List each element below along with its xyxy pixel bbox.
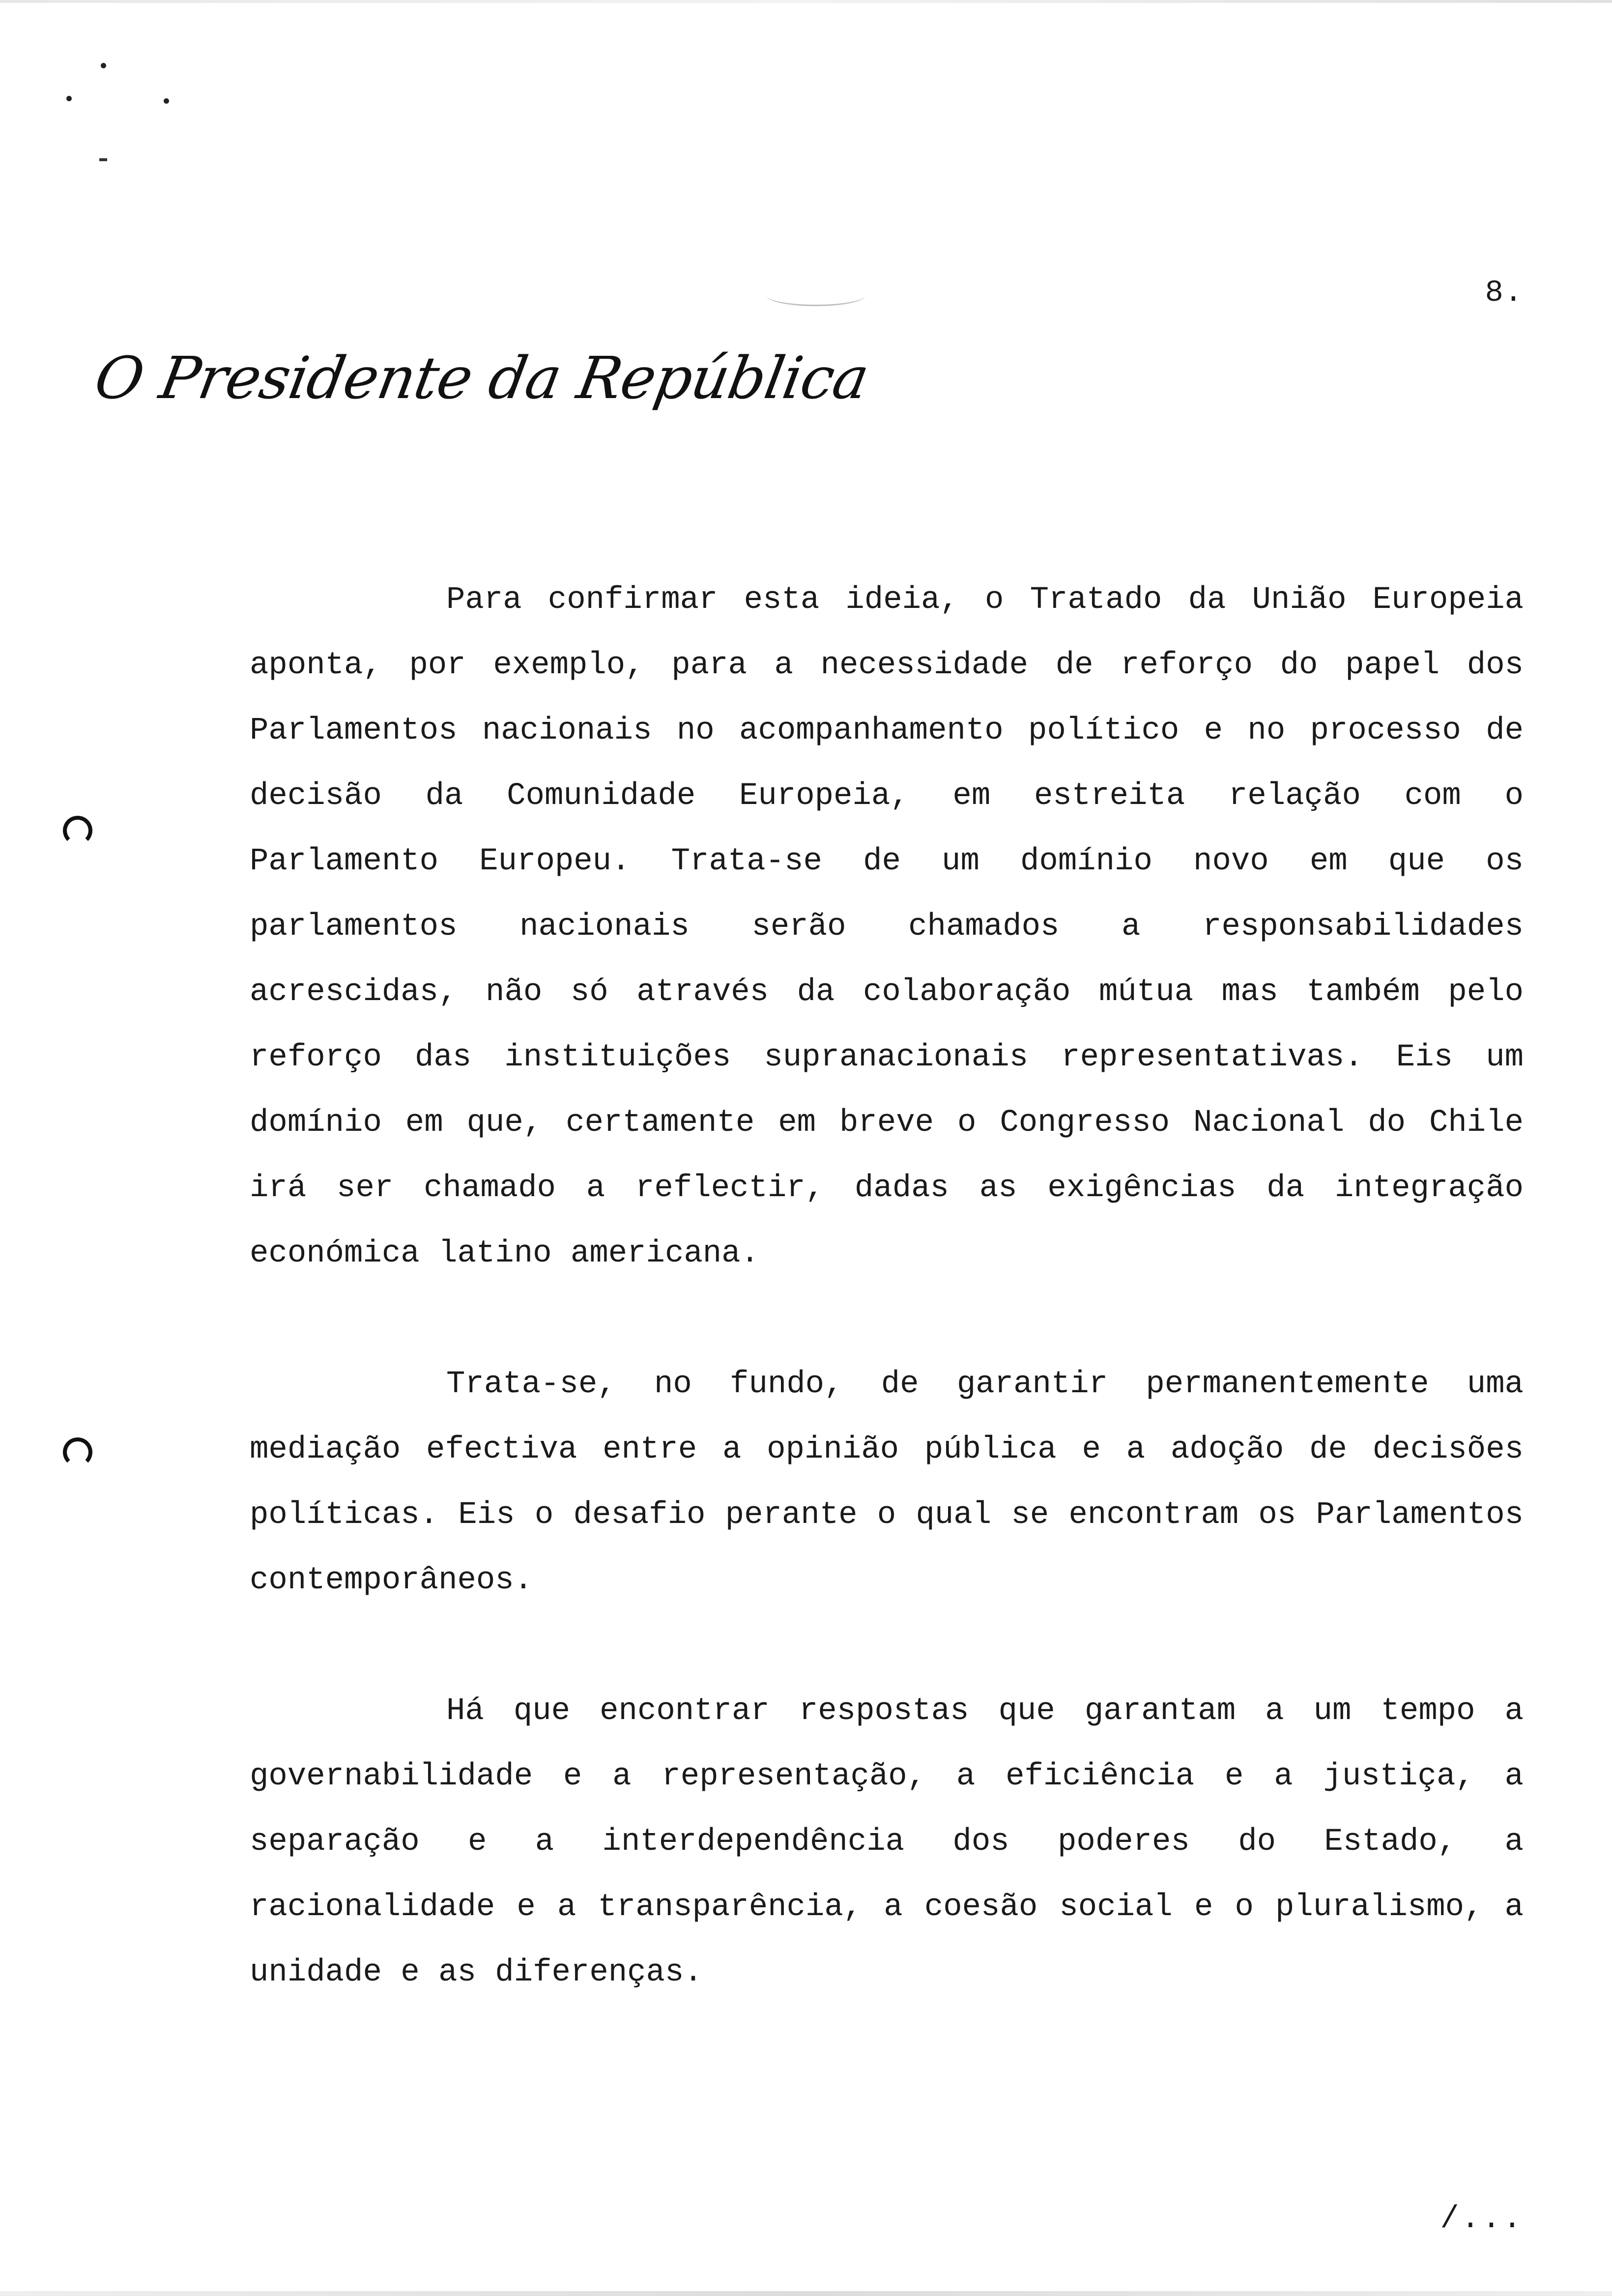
letterhead-title: O Presidente da República [89, 344, 874, 412]
scan-top-edge [0, 0, 1612, 3]
page-number: 8. [1485, 275, 1524, 310]
paragraph: Trata-se, no fundo, de garantir permanentemente uma mediação efectiva entre a opinião pública e a adoção de decisões políticas. Eis o desafio perante o qual se encontram os Parlamentos contemporâneos. [250, 1367, 1524, 1598]
scan-speck [101, 63, 106, 68]
scan-smudge [767, 285, 865, 306]
punch-hole [63, 1437, 92, 1467]
punch-hole [63, 816, 92, 845]
paragraph: Há que encontrar respostas que garantam a um tempo a governabilidade e a representação, a eficiência e a justiça, a separação e a interdependência dos poderes do Estado, a racionalidade e a transparência, a coesão social e o pluralismo, a unidade e as diferenças. [250, 1693, 1524, 1990]
scan-bottom-edge [0, 2291, 1612, 2296]
paragraph: Para confirmar esta ideia, o Tratado da União Europeia aponta, por exemplo, para a necessidade de reforço do papel dos Parlamentos nacionais no acompanhamento político e no processo de decisão da Comunidade Europeia, em estreita relação com o Parlamento Europeu. Trata-se de um domínio novo em que os parlamentos nacionais serão chamados a responsabilidades acrescidas, não só através da colaboração mútua mas também pelo reforço das instituições supranacionais representativas. Eis um domínio em que, certamente em breve o Congresso Nacional do Chile irá ser chamado a reflectir, dadas as exigências da integração económica latino americana. [250, 582, 1524, 1271]
continuation-mark: /... [1440, 2202, 1524, 2237]
scan-speck [164, 98, 169, 104]
scan-speck [66, 96, 72, 101]
body-text [250, 568, 1524, 2006]
scan-speck [99, 158, 107, 161]
